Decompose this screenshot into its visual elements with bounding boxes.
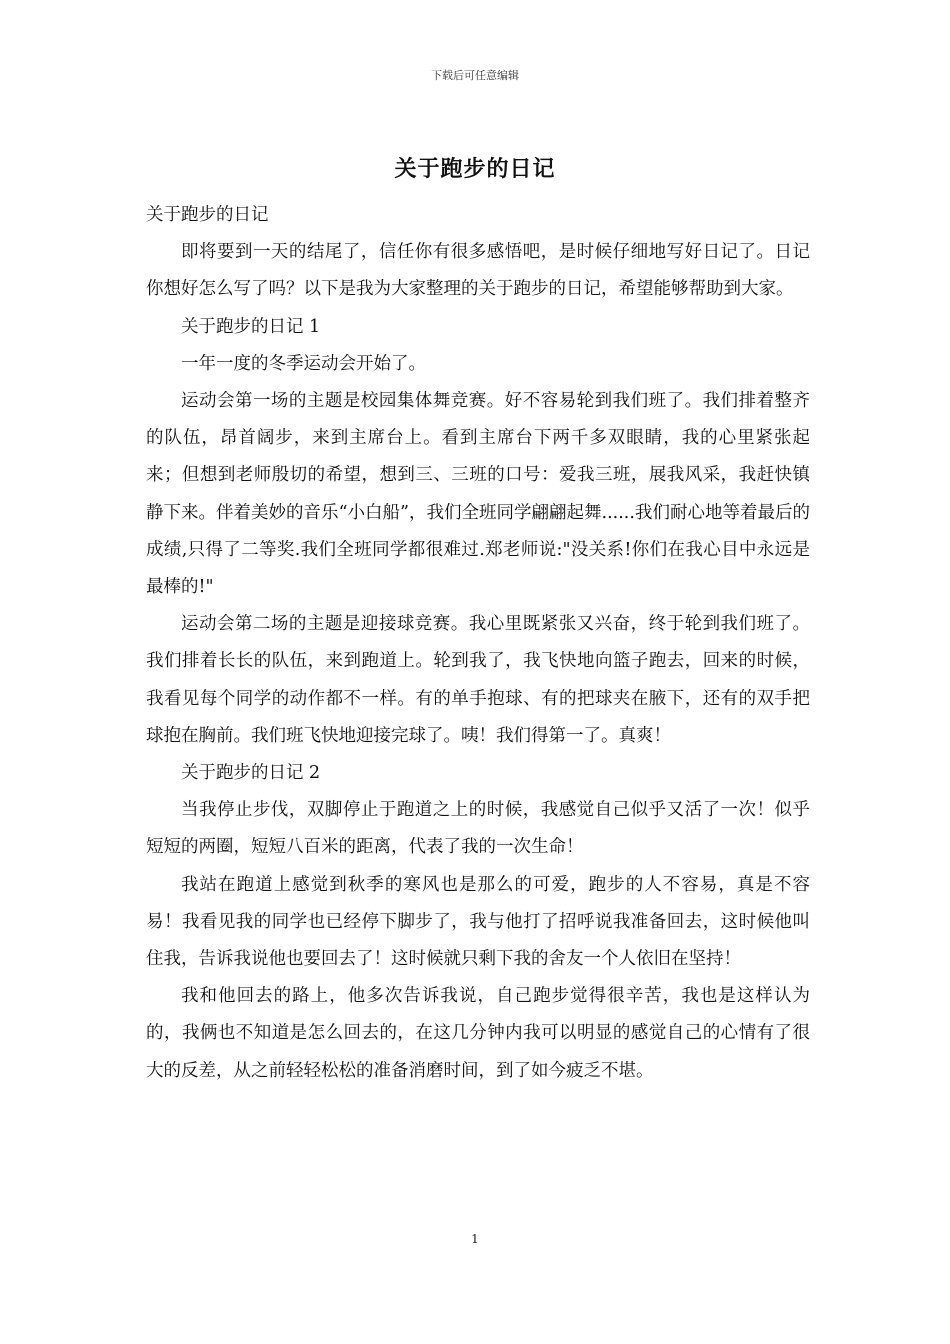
paragraph: 关于跑步的日记 <box>146 205 269 225</box>
paragraph: 我和他回去的路上，他多次告诉我说，自己跑步觉得很辛苦，我也是这样认为的，我俩也不知道是怎么回去的，在这几分钟内我可以明显的感觉自己的心情有了很大的反差，从之前轻轻松松的准备消磨时间，到了如今疲乏不堪。 <box>146 986 810 1081</box>
paragraph: 运动会第二场的主题是迎接球竞赛。我心里既紧张又兴奋，终于轮到我们班了。我们排着长长的队伍，来到跑道上。轮到我了，我飞快地向篮子跑去，回来的时候，我看见每个同学的动作都不一样。有的单手抱球、有的把球夹在腋下，还有的双手把球抱在胸前。我们班飞快地迎接完球了。咦！我们得第一了。真爽！ <box>146 614 810 746</box>
paragraph: 一年一度的冬季运动会开始了。 <box>181 353 426 374</box>
paragraph: 当我停止步伐，双脚停止于跑道之上的时候，我感觉自己似乎又活了一次！似乎短短的两圈，短短八百米的距离，代表了我的一次生命！ <box>146 800 810 858</box>
paragraph: 我站在跑道上感觉到秋季的寒风也是那么的可爱，跑步的人不容易，真是不容易！我看见我的同学也已经停下脚步了，我与他打了招呼说我准备回去，这时候他叫住我，告诉我说他也要回去了！这时候就只剩下我的舍友一个人依旧在坚持！ <box>146 874 810 970</box>
document-body <box>146 197 810 1090</box>
paragraph: 即将要到一天的结尾了，信任你有很多感悟吧，是时候仔细地写好日记了。日记你想好怎么写了吗？以下是我为大家整理的关于跑步的日记，希望能够帮助到大家。 <box>146 242 810 300</box>
document-title: 关于跑步的日记 <box>394 156 556 182</box>
paragraph: 关于跑步的日记 2 <box>181 763 321 784</box>
header-note: 下载后可任意编辑 <box>431 69 519 82</box>
paragraph: 关于跑步的日记 1 <box>181 316 321 337</box>
page-number: 1 <box>471 1232 479 1246</box>
paragraph: 运动会第一场的主题是校园集体舞竞赛。好不容易轮到我们班了。我们排着整齐的队伍，昂首阔步，来到主席台上。看到主席台下两千多双眼睛，我的心里紧张起来；但想到老师殷切的希望，想到三、三班的口号：爱我三班，展我风采，我赶快镇静下来。伴着美妙的音乐“小白船”，我们全班同学翩翩起舞......我们耐心地等着最后的成绩,只得了二等奖.我们全班同学都很难过.郑老师说:"没关系!你们在我心目中永远是最棒的!" <box>146 391 810 598</box>
